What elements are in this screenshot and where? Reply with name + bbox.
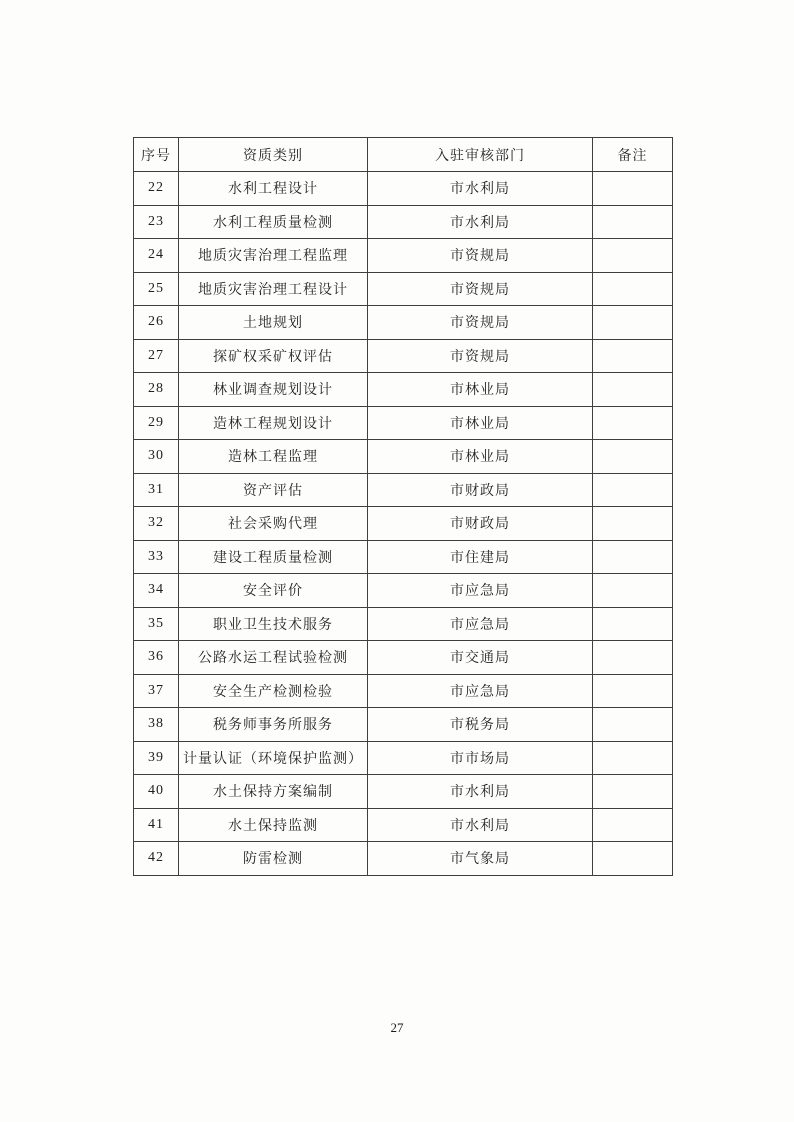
- cell-serial-number: 31: [134, 473, 179, 507]
- table-row: [134, 306, 673, 340]
- cell-qualification-category: 资产评估: [179, 473, 368, 507]
- cell-review-department: 市税务局: [368, 708, 593, 742]
- cell-review-department: 市水利局: [368, 172, 593, 206]
- column-header-remarks: 备注: [593, 138, 673, 172]
- table-row: [134, 373, 673, 407]
- cell-remarks: [593, 842, 673, 876]
- cell-review-department: 市气象局: [368, 842, 593, 876]
- cell-review-department: 市财政局: [368, 473, 593, 507]
- cell-remarks: [593, 272, 673, 306]
- cell-remarks: [593, 775, 673, 809]
- cell-qualification-category: 税务师事务所服务: [179, 708, 368, 742]
- cell-remarks: [593, 239, 673, 273]
- cell-qualification-category: 水利工程设计: [179, 172, 368, 206]
- table-header-row: [134, 138, 673, 172]
- cell-remarks: [593, 473, 673, 507]
- table-row: [134, 172, 673, 206]
- cell-serial-number: 25: [134, 272, 179, 306]
- page-number: 27: [390, 1020, 404, 1035]
- cell-review-department: 市资规局: [368, 272, 593, 306]
- cell-serial-number: 30: [134, 440, 179, 474]
- cell-review-department: 市资规局: [368, 239, 593, 273]
- cell-qualification-category: 地质灾害治理工程设计: [179, 272, 368, 306]
- cell-review-department: 市应急局: [368, 607, 593, 641]
- cell-qualification-category: 地质灾害治理工程监理: [179, 239, 368, 273]
- cell-qualification-category: 土地规划: [179, 306, 368, 340]
- cell-review-department: 市住建局: [368, 540, 593, 574]
- cell-serial-number: 22: [134, 172, 179, 206]
- cell-serial-number: 27: [134, 339, 179, 373]
- cell-qualification-category: 社会采购代理: [179, 507, 368, 541]
- cell-qualification-category: 安全评价: [179, 574, 368, 608]
- cell-remarks: [593, 574, 673, 608]
- table-body: [134, 172, 673, 876]
- table-row: [134, 540, 673, 574]
- cell-serial-number: 41: [134, 808, 179, 842]
- cell-qualification-category: 防雷检测: [179, 842, 368, 876]
- table-row: [134, 775, 673, 809]
- cell-qualification-category: 水土保持方案编制: [179, 775, 368, 809]
- table-row: [134, 473, 673, 507]
- cell-qualification-category: 职业卫生技术服务: [179, 607, 368, 641]
- cell-qualification-category: 安全生产检测检验: [179, 674, 368, 708]
- cell-remarks: [593, 306, 673, 340]
- cell-qualification-category: 水土保持监测: [179, 808, 368, 842]
- table-row: [134, 406, 673, 440]
- cell-serial-number: 36: [134, 641, 179, 675]
- cell-remarks: [593, 674, 673, 708]
- cell-remarks: [593, 373, 673, 407]
- cell-serial-number: 32: [134, 507, 179, 541]
- cell-review-department: 市林业局: [368, 440, 593, 474]
- column-header-review-department: 入驻审核部门: [368, 138, 593, 172]
- cell-review-department: 市应急局: [368, 674, 593, 708]
- cell-review-department: 市林业局: [368, 373, 593, 407]
- table-row: [134, 842, 673, 876]
- table-row: [134, 205, 673, 239]
- cell-remarks: [593, 507, 673, 541]
- table-row: [134, 574, 673, 608]
- cell-review-department: 市资规局: [368, 339, 593, 373]
- column-header-serial-number: 序号: [134, 138, 179, 172]
- cell-review-department: 市交通局: [368, 641, 593, 675]
- cell-review-department: 市财政局: [368, 507, 593, 541]
- table-row: [134, 674, 673, 708]
- cell-remarks: [593, 406, 673, 440]
- cell-remarks: [593, 808, 673, 842]
- cell-remarks: [593, 205, 673, 239]
- table-row: [134, 440, 673, 474]
- table-row: [134, 272, 673, 306]
- cell-qualification-category: 计量认证（环境保护监测）: [179, 741, 368, 775]
- cell-serial-number: 28: [134, 373, 179, 407]
- qualification-table: [133, 137, 673, 876]
- cell-serial-number: 35: [134, 607, 179, 641]
- table-row: [134, 607, 673, 641]
- cell-serial-number: 26: [134, 306, 179, 340]
- cell-remarks: [593, 540, 673, 574]
- cell-review-department: 市水利局: [368, 205, 593, 239]
- cell-serial-number: 23: [134, 205, 179, 239]
- cell-review-department: 市应急局: [368, 574, 593, 608]
- cell-serial-number: 24: [134, 239, 179, 273]
- cell-serial-number: 29: [134, 406, 179, 440]
- cell-remarks: [593, 708, 673, 742]
- cell-qualification-category: 探矿权采矿权评估: [179, 339, 368, 373]
- cell-serial-number: 40: [134, 775, 179, 809]
- cell-serial-number: 37: [134, 674, 179, 708]
- table-row: [134, 741, 673, 775]
- table-row: [134, 239, 673, 273]
- table-row: [134, 339, 673, 373]
- cell-review-department: 市资规局: [368, 306, 593, 340]
- cell-qualification-category: 建设工程质量检测: [179, 540, 368, 574]
- cell-remarks: [593, 339, 673, 373]
- cell-remarks: [593, 172, 673, 206]
- table-row: [134, 641, 673, 675]
- cell-remarks: [593, 440, 673, 474]
- cell-qualification-category: 水利工程质量检测: [179, 205, 368, 239]
- cell-review-department: 市市场局: [368, 741, 593, 775]
- cell-qualification-category: 造林工程监理: [179, 440, 368, 474]
- cell-qualification-category: 公路水运工程试验检测: [179, 641, 368, 675]
- table-row: [134, 507, 673, 541]
- cell-review-department: 市水利局: [368, 808, 593, 842]
- cell-review-department: 市林业局: [368, 406, 593, 440]
- cell-review-department: 市水利局: [368, 775, 593, 809]
- cell-serial-number: 42: [134, 842, 179, 876]
- cell-serial-number: 38: [134, 708, 179, 742]
- column-header-qualification-category: 资质类别: [179, 138, 368, 172]
- cell-qualification-category: 造林工程规划设计: [179, 406, 368, 440]
- cell-qualification-category: 林业调查规划设计: [179, 373, 368, 407]
- table-row: [134, 708, 673, 742]
- cell-serial-number: 39: [134, 741, 179, 775]
- cell-remarks: [593, 607, 673, 641]
- cell-serial-number: 34: [134, 574, 179, 608]
- cell-serial-number: 33: [134, 540, 179, 574]
- cell-remarks: [593, 741, 673, 775]
- table-row: [134, 808, 673, 842]
- cell-remarks: [593, 641, 673, 675]
